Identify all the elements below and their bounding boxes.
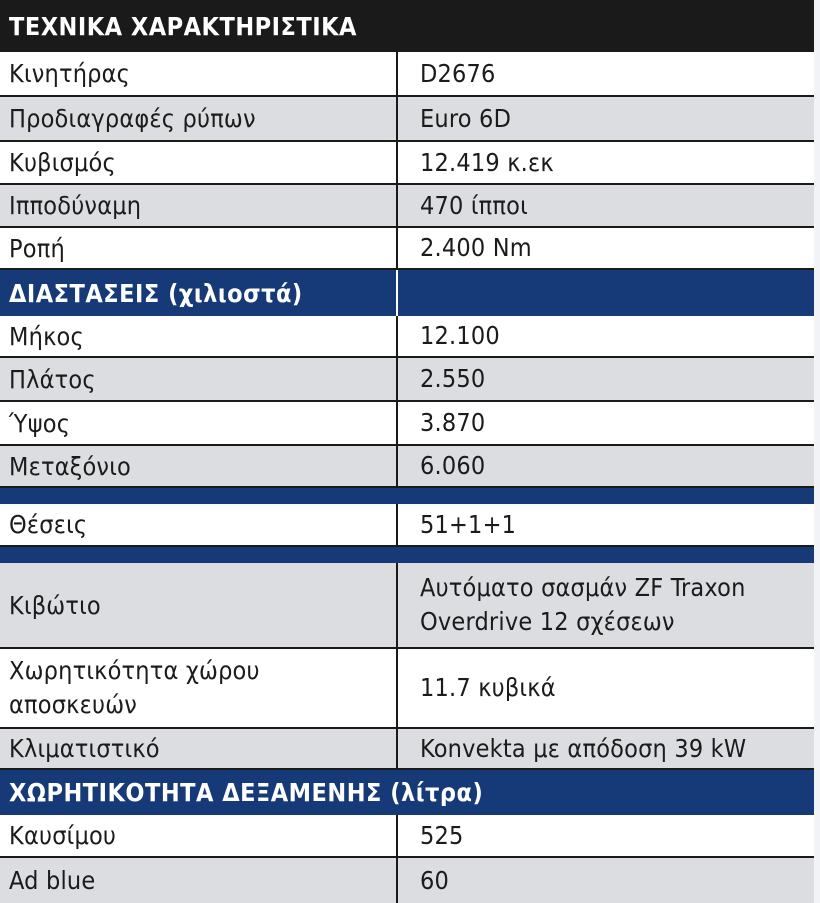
- row-label: Μεταξόνιο: [9, 451, 131, 481]
- row-label: Κλιματιστικό: [9, 734, 160, 763]
- row-label: Κινητήρας: [9, 59, 131, 88]
- row-value: 525: [420, 820, 464, 850]
- table-row-height: [0, 402, 814, 446]
- table-row-emissions: [0, 97, 814, 142]
- section-divider-bar: [0, 488, 814, 504]
- row-label: Κιβώτιο: [9, 590, 101, 620]
- row-label: Ροπή: [9, 233, 65, 263]
- table-row-width: [0, 358, 814, 402]
- section-title: ΤΕΧΝΙΚΑ ΧΑΡΑΚΤΗΡΙΣΤΙΚΑ: [9, 11, 357, 41]
- row-value-line: Αυτόματο σασμάν ZF Traxon: [420, 573, 746, 602]
- table-row-fuel: [0, 815, 814, 858]
- row-value-line: Overdrive 12 σχέσεων: [420, 607, 675, 636]
- section-title: ΔΙΑΣΤΑΣΕΙΣ (χιλιοστά): [9, 278, 303, 308]
- section-header-tanks: [0, 770, 814, 815]
- section-title: ΧΩΡΗΤΙΚΟΤΗΤΑ ΔΕΞΑΜΕΝΗΣ (λίτρα): [9, 778, 484, 807]
- row-value: 2.550: [420, 364, 486, 393]
- row-value: [398, 563, 814, 647]
- row-value: Konvekta με απόδοση 39 kW: [420, 733, 747, 763]
- row-label: Ιπποδύναμη: [9, 191, 142, 220]
- column-divider: [396, 270, 398, 316]
- row-value: 11.7 κυβικά: [420, 673, 556, 702]
- row-value: 60: [420, 865, 450, 895]
- table-row-horsepower: [0, 185, 814, 228]
- row-value: Euro 6D: [420, 103, 512, 133]
- table-row-wheelbase: [0, 446, 814, 488]
- row-label: Καυσίμου: [9, 821, 117, 850]
- section-header-dimensions: [0, 270, 814, 316]
- row-label: Μήκος: [9, 321, 84, 351]
- row-value: 6.060: [420, 451, 486, 480]
- table-row-seats: [0, 504, 814, 547]
- row-label: [0, 649, 396, 727]
- row-label: Κυβισμός: [9, 148, 116, 177]
- table-row-torque: [0, 228, 814, 270]
- row-label: Προδιαγραφές ρύπων: [9, 104, 256, 133]
- row-value: 12.100: [420, 321, 500, 350]
- row-label-line: Χωρητικότητα χώρου: [9, 656, 260, 685]
- table-row-gearbox: [0, 563, 814, 649]
- row-label-line: αποσκευών: [9, 690, 138, 719]
- section-divider-bar: [0, 547, 814, 563]
- row-value: 470 ίπποι: [420, 190, 528, 220]
- row-value: D2676: [420, 58, 496, 88]
- table-row-displacement: [0, 142, 814, 185]
- section-header-technical: [0, 0, 814, 52]
- row-value: 2.400 Nm: [420, 233, 532, 262]
- table-row-luggage: [0, 649, 814, 729]
- row-value: 3.870: [420, 408, 486, 437]
- table-row-engine: [0, 52, 814, 97]
- row-label: Πλάτος: [9, 364, 96, 394]
- table-row-air-conditioning: [0, 729, 814, 770]
- row-label: Ad blue: [9, 866, 96, 895]
- row-label: Ύψος: [9, 408, 71, 438]
- row-value: 12.419 κ.εκ: [420, 147, 554, 177]
- table-row-length: [0, 316, 814, 358]
- table-row-adblue: [0, 858, 814, 903]
- row-label: Θέσεις: [9, 510, 88, 539]
- page-edge: [814, 0, 820, 903]
- row-value: 51+1+1: [420, 509, 517, 539]
